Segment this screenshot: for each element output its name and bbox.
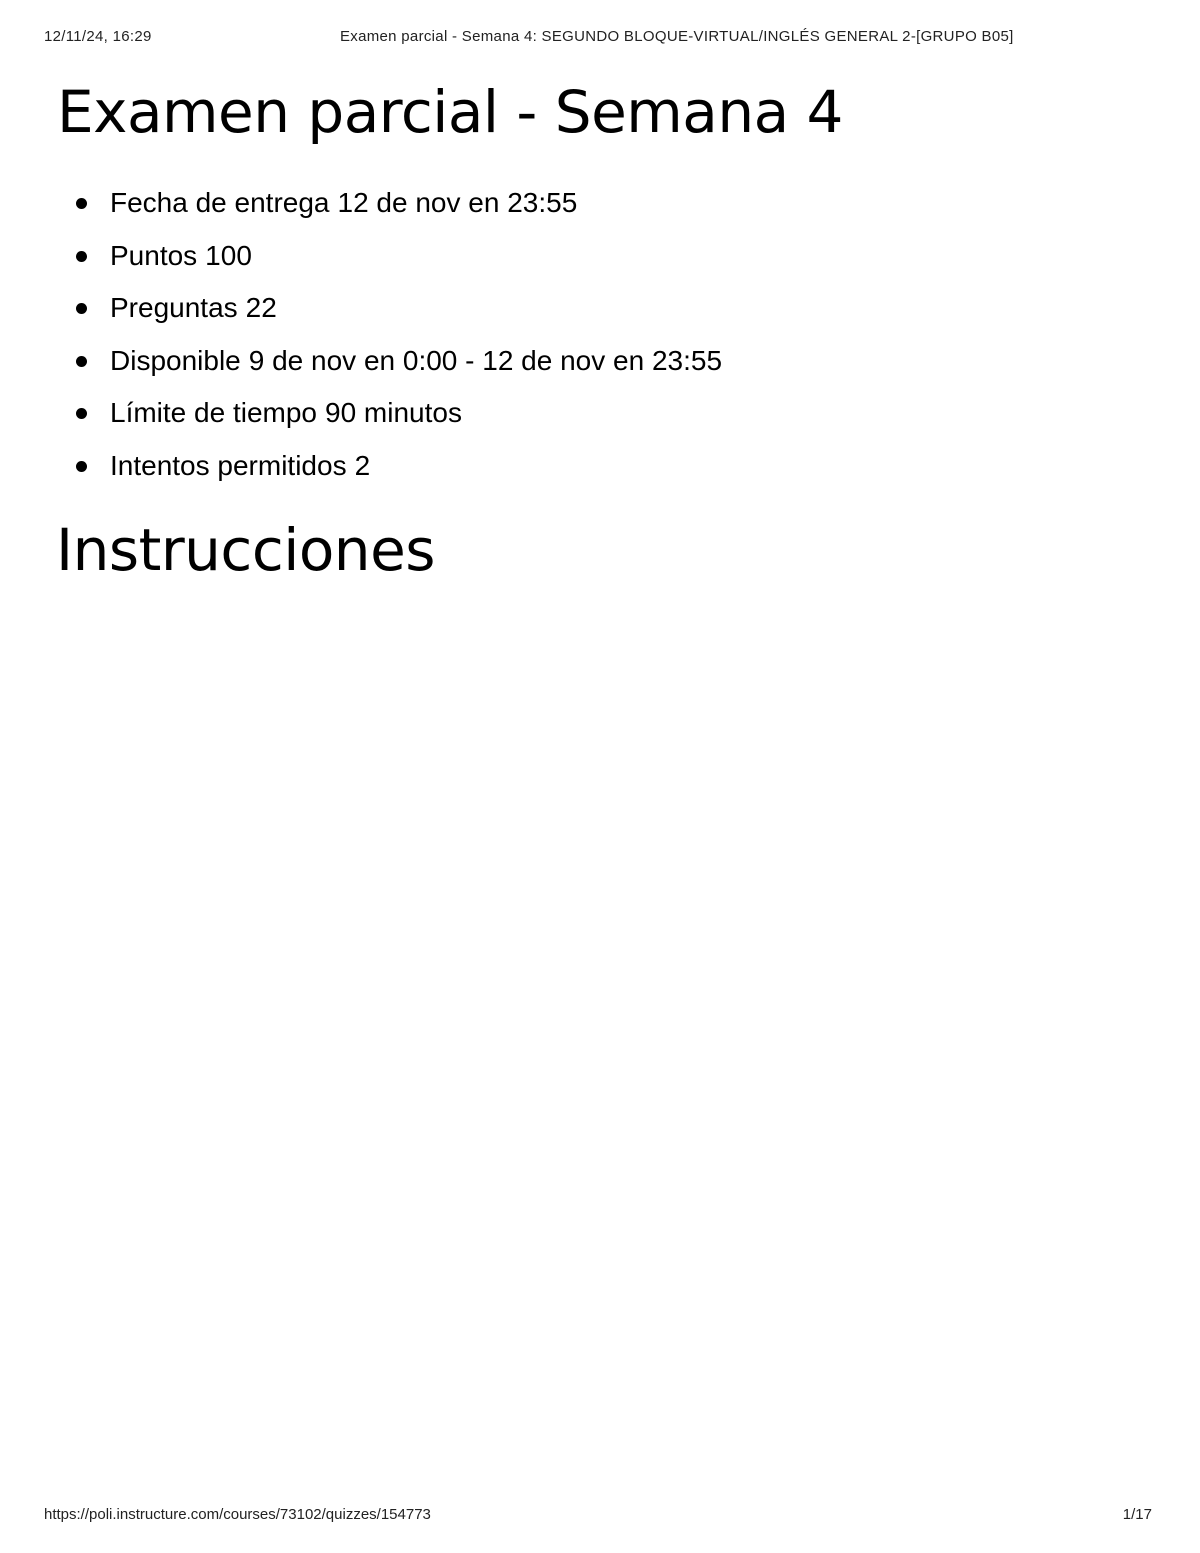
quiz-details-list <box>0 181 722 497</box>
bullet-icon <box>76 461 87 472</box>
detail-value: 100 <box>205 239 252 271</box>
detail-value: 12 de nov en 23:55 <box>337 187 578 218</box>
bullet-icon <box>76 251 87 262</box>
bullet-icon <box>76 303 87 314</box>
print-document-title: Examen parcial - Semana 4: SEGUNDO BLOQUE-VIRTUAL/INGLÉS GENERAL 2-[GRUPO B05] <box>340 28 1014 45</box>
detail-attempts <box>0 444 722 497</box>
page-number: 1/17 <box>1122 1506 1152 1523</box>
bullet-icon <box>76 356 87 367</box>
detail-questions <box>0 286 722 339</box>
page-title: Examen parcial - Semana 4 <box>57 78 843 146</box>
detail-label: Disponible <box>110 344 241 376</box>
detail-label: Límite de tiempo <box>110 397 317 429</box>
bullet-icon <box>76 198 87 209</box>
print-date: 12/11/24, 16:29 <box>44 28 152 45</box>
detail-label: Intentos permitidos <box>110 449 347 481</box>
bullet-icon <box>76 408 87 419</box>
detail-available <box>0 339 722 392</box>
detail-value: 90 minutos <box>325 397 462 429</box>
detail-value: 22 <box>245 292 277 324</box>
instructions-heading: Instrucciones <box>56 516 435 584</box>
detail-points <box>0 234 722 287</box>
detail-label: Puntos <box>110 239 198 271</box>
detail-label: Preguntas <box>110 292 238 324</box>
detail-label: Fecha de entrega <box>110 187 330 218</box>
detail-value: 2 <box>354 449 371 481</box>
print-url: https://poli.instructure.com/courses/73102/quizzes/154773 <box>44 1506 431 1523</box>
detail-time-limit <box>0 391 722 444</box>
detail-value: 9 de nov en 0:00 - 12 de nov en 23:55 <box>248 344 723 376</box>
detail-due-date <box>0 181 722 234</box>
print-header <box>44 28 1156 52</box>
print-footer <box>44 1506 1152 1528</box>
